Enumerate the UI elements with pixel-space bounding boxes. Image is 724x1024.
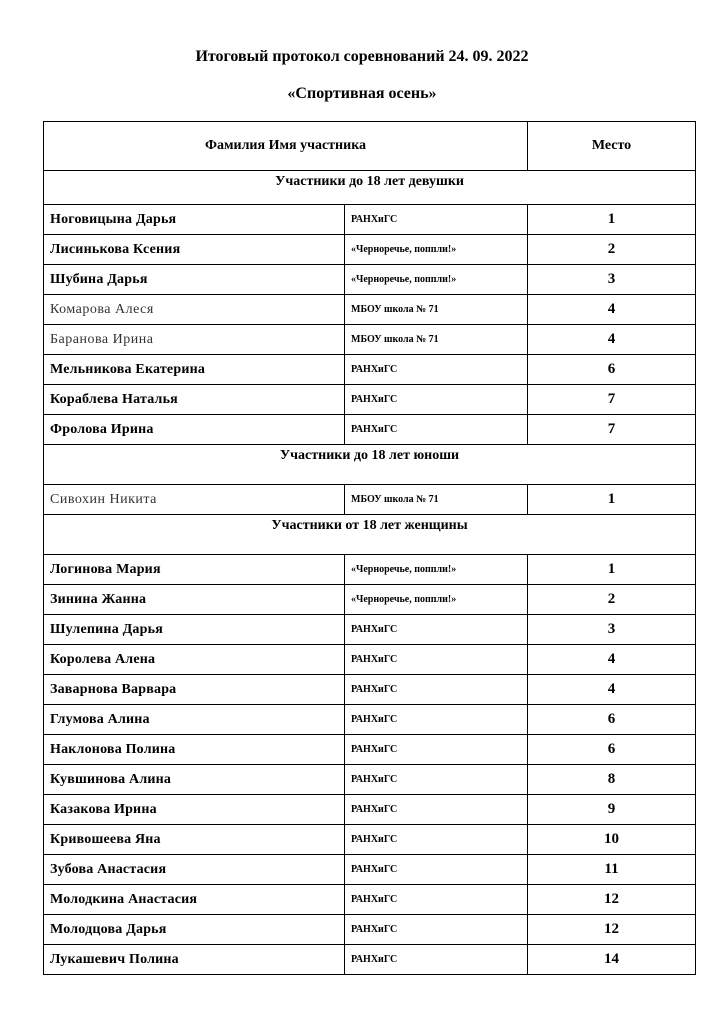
table-row	[44, 385, 696, 415]
participant-name: Кувшинова Алина	[44, 765, 345, 795]
organization: РАНХиГС	[345, 385, 528, 415]
place-value: 2	[528, 585, 696, 615]
table-row	[44, 205, 696, 235]
organization: «Черноречье, поппли!»	[345, 265, 528, 295]
header-place: Место	[528, 122, 696, 171]
table-row	[44, 945, 696, 975]
table-row	[44, 765, 696, 795]
protocol-title: Итоговый протокол соревнований 24. 09. 2022	[195, 48, 529, 65]
organization: РАНХиГС	[345, 915, 528, 945]
place-value: 10	[528, 825, 696, 855]
place-value: 4	[528, 325, 696, 355]
participant-name: Лисинькова Ксения	[44, 235, 345, 265]
participant-name: Шубина Дарья	[44, 265, 345, 295]
participant-name: Зубова Анастасия	[44, 855, 345, 885]
table-row	[44, 235, 696, 265]
organization: РАНХиГС	[345, 795, 528, 825]
competition-name: «Спортивная осень»	[287, 85, 437, 102]
participant-name: Зинина Жанна	[44, 585, 345, 615]
organization: МБОУ школа № 71	[345, 325, 528, 355]
table-row	[44, 585, 696, 615]
organization: РАНХиГС	[345, 205, 528, 235]
table-row	[44, 825, 696, 855]
place-value: 8	[528, 765, 696, 795]
participant-name: Шулепина Дарья	[44, 615, 345, 645]
header-participant-name: Фамилия Имя участника	[44, 122, 528, 171]
place-value: 2	[528, 235, 696, 265]
table-row	[44, 415, 696, 445]
participant-name: Фролова Ирина	[44, 415, 345, 445]
table-header-row	[44, 122, 696, 171]
table-row	[44, 675, 696, 705]
participant-name: Казакова Ирина	[44, 795, 345, 825]
participant-name: Глумова Алина	[44, 705, 345, 735]
place-value: 3	[528, 615, 696, 645]
participant-name: Наклонова Полина	[44, 735, 345, 765]
organization: РАНХиГС	[345, 855, 528, 885]
place-value: 4	[528, 675, 696, 705]
organization: РАНХиГС	[345, 355, 528, 385]
organization: МБОУ школа № 71	[345, 295, 528, 325]
table-row	[44, 265, 696, 295]
section-header-row	[44, 445, 696, 485]
table-row	[44, 645, 696, 675]
table-row	[44, 705, 696, 735]
section-header-row	[44, 515, 696, 555]
organization: РАНХиГС	[345, 615, 528, 645]
participant-name: Молодкина Анастасия	[44, 885, 345, 915]
place-value: 6	[528, 355, 696, 385]
place-value: 14	[528, 945, 696, 975]
place-value: 12	[528, 915, 696, 945]
participant-name: Лукашевич Полина	[44, 945, 345, 975]
organization: «Черноречье, поппли!»	[345, 585, 528, 615]
place-value: 3	[528, 265, 696, 295]
table-row	[44, 735, 696, 765]
organization: МБОУ школа № 71	[345, 485, 528, 515]
participant-name: Мельникова Екатерина	[44, 355, 345, 385]
section-header-row	[44, 171, 696, 205]
results-table	[43, 121, 696, 975]
place-value: 7	[528, 415, 696, 445]
section-label: Участники до 18 лет девушки	[44, 171, 696, 205]
table-row	[44, 325, 696, 355]
place-value: 6	[528, 735, 696, 765]
table-row	[44, 555, 696, 585]
participant-name: Комарова Алеся	[44, 295, 345, 325]
place-value: 11	[528, 855, 696, 885]
organization: РАНХиГС	[345, 765, 528, 795]
place-value: 1	[528, 485, 696, 515]
table-row	[44, 885, 696, 915]
participant-name: Сивохин Никита	[44, 485, 345, 515]
place-value: 1	[528, 205, 696, 235]
organization: РАНХиГС	[345, 885, 528, 915]
table-row	[44, 355, 696, 385]
table-row	[44, 855, 696, 885]
section-label: Участники до 18 лет юноши	[44, 445, 696, 485]
table-row	[44, 795, 696, 825]
place-value: 6	[528, 705, 696, 735]
place-value: 9	[528, 795, 696, 825]
table-row	[44, 615, 696, 645]
participant-name: Ноговицына Дарья	[44, 205, 345, 235]
participant-name: Королева Алена	[44, 645, 345, 675]
place-value: 7	[528, 385, 696, 415]
organization: «Черноречье, поппли!»	[345, 235, 528, 265]
participant-name: Молодцова Дарья	[44, 915, 345, 945]
organization: РАНХиГС	[345, 705, 528, 735]
participant-name: Заварнова Варвара	[44, 675, 345, 705]
organization: РАНХиГС	[345, 645, 528, 675]
place-value: 4	[528, 295, 696, 325]
organization: РАНХиГС	[345, 415, 528, 445]
table-row	[44, 915, 696, 945]
place-value: 1	[528, 555, 696, 585]
place-value: 12	[528, 885, 696, 915]
participant-name: Кораблева Наталья	[44, 385, 345, 415]
participant-name: Логинова Мария	[44, 555, 345, 585]
table-row	[44, 295, 696, 325]
table-row	[44, 485, 696, 515]
organization: «Черноречье, поппли!»	[345, 555, 528, 585]
organization: РАНХиГС	[345, 825, 528, 855]
organization: РАНХиГС	[345, 735, 528, 765]
participant-name: Кривошеева Яна	[44, 825, 345, 855]
place-value: 4	[528, 645, 696, 675]
organization: РАНХиГС	[345, 945, 528, 975]
organization: РАНХиГС	[345, 675, 528, 705]
participant-name: Баранова Ирина	[44, 325, 345, 355]
section-label: Участники от 18 лет женщины	[44, 515, 696, 555]
